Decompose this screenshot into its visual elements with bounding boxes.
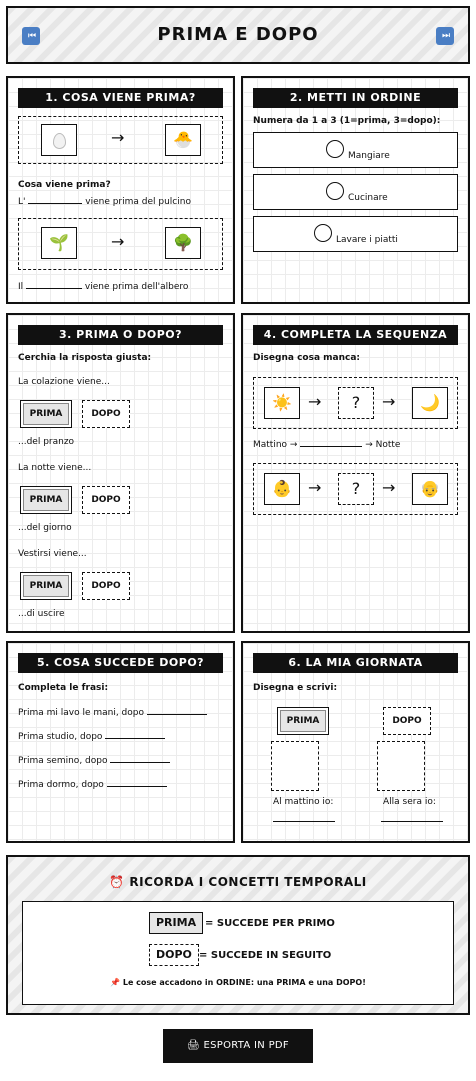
answer-blank[interactable]	[26, 281, 82, 289]
order-label: Cucinare	[348, 193, 388, 203]
instruction-text: Numera da 1 a 3 (1=prima, 3=dopo):	[253, 116, 441, 126]
fill-line-egg	[18, 196, 191, 207]
line-prefix: Il	[18, 282, 24, 292]
note-text: Le cose accadono in ORDINE: una PRIMA e una DOPO!	[122, 978, 366, 987]
dopo-option[interactable]: DOPO	[82, 486, 130, 514]
dopo-description: = SUCCEDE IN SEGUITO	[199, 950, 332, 961]
instruction-text: Disegna e scrivi:	[253, 683, 338, 693]
drawing-area-evening[interactable]	[377, 741, 425, 791]
panel-title: 3. PRIMA O DOPO?	[18, 325, 223, 345]
tree-icon: 🌳	[173, 233, 193, 252]
answer-1: ...del pranzo	[18, 437, 75, 447]
baby-card	[264, 473, 300, 505]
sentence-line	[18, 779, 167, 790]
question-1: La colazione viene...	[18, 377, 110, 387]
number-circle[interactable]	[326, 182, 344, 200]
sequence-box-tree	[18, 218, 223, 270]
prima-option[interactable]: PRIMA	[20, 400, 72, 428]
export-label: ESPORTA IN PDF	[203, 1040, 289, 1051]
panel-title: 2. METTI IN ORDINE	[253, 88, 458, 108]
evening-answer-line[interactable]	[381, 821, 443, 822]
panel-metti-in-ordine	[241, 76, 470, 304]
morning-answer-line[interactable]	[273, 821, 335, 822]
printer-icon: 🖨	[187, 1040, 201, 1051]
remember-section	[6, 855, 470, 1015]
sun-icon: ☀️	[272, 393, 292, 412]
export-pdf-button[interactable]	[163, 1029, 313, 1063]
fill-line-tree	[18, 281, 188, 292]
sprout-card	[41, 227, 77, 259]
order-label: Mangiare	[348, 151, 390, 161]
answer-blank[interactable]	[110, 755, 170, 763]
chick-icon: 🐣	[173, 130, 193, 149]
remember-box	[22, 901, 454, 1005]
sentence-line	[18, 755, 170, 766]
instruction-text: Completa le frasi:	[18, 683, 109, 693]
answer-blank[interactable]	[28, 196, 82, 204]
arrow-icon: →	[308, 478, 322, 497]
arrow-icon: →	[111, 232, 125, 251]
remember-title-text: RICORDA I CONCETTI TEMPORALI	[129, 875, 367, 889]
order-row-lavare	[253, 216, 458, 252]
prima-label: PRIMA	[277, 707, 329, 735]
moon-card	[412, 387, 448, 419]
previous-icon[interactable]: ⏮	[22, 27, 40, 45]
dopo-legend: DOPO	[149, 944, 199, 966]
answer-blank[interactable]	[300, 439, 362, 447]
panel-completa-sequenza	[241, 313, 470, 633]
sentence-text: Prima semino, dopo	[18, 756, 108, 766]
dopo-option[interactable]: DOPO	[82, 572, 130, 600]
line-suffix: viene prima dell'albero	[84, 282, 189, 292]
old-man-icon: 👴	[420, 479, 440, 498]
sentence-line	[18, 707, 207, 718]
answer-blank[interactable]	[105, 731, 165, 739]
sequence-box-egg	[18, 116, 223, 164]
dopo-label: DOPO	[383, 707, 431, 735]
line-suffix: viene prima del pulcino	[85, 197, 191, 207]
line-prefix: L'	[18, 197, 26, 207]
old-man-card	[412, 473, 448, 505]
sprout-icon: 🌱	[49, 233, 69, 252]
line-suffix: → Notte	[365, 440, 401, 450]
panel-title: 4. COMPLETA LA SEQUENZA	[253, 325, 458, 345]
arrow-icon: →	[382, 392, 396, 411]
chick-card	[165, 124, 201, 156]
sequence-day	[253, 377, 458, 429]
next-icon[interactable]: ⏭	[436, 27, 454, 45]
sentence-text: Prima studio, dopo	[18, 732, 103, 742]
sentence-text: Prima mi lavo le mani, dopo	[18, 708, 144, 718]
egg-card	[41, 124, 77, 156]
instruction-text: Cerchia la risposta giusta:	[18, 353, 152, 363]
panel-la-mia-giornata	[241, 641, 470, 843]
answer-2: ...del giorno	[18, 523, 72, 533]
arrow-icon: →	[308, 392, 322, 411]
page-title: PRIMA E DOPO	[157, 24, 319, 45]
question-2: La notte viene...	[18, 463, 92, 473]
sequence-life	[253, 463, 458, 515]
sequence-text	[253, 439, 400, 450]
pin-icon: 📌	[110, 978, 121, 987]
panel-title: 1. COSA VIENE PRIMA?	[18, 88, 223, 108]
drawing-area-morning[interactable]	[271, 741, 319, 791]
number-circle[interactable]	[314, 224, 332, 242]
panel-title: 6. LA MIA GIORNATA	[253, 653, 458, 673]
sun-card	[264, 387, 300, 419]
moon-icon: 🌙	[420, 393, 440, 412]
question-3: Vestirsi viene...	[18, 549, 87, 559]
prima-option[interactable]: PRIMA	[20, 572, 72, 600]
remember-title	[8, 875, 468, 889]
egg-icon	[53, 133, 66, 149]
answer-blank[interactable]	[147, 707, 207, 715]
prima-description: = SUCCEDE PER PRIMO	[205, 918, 335, 929]
panel-cosa-viene-prima	[6, 76, 235, 304]
prima-legend: PRIMA	[149, 912, 203, 934]
morning-label: Al mattino io:	[273, 797, 334, 807]
evening-label: Alla sera io:	[383, 797, 436, 807]
arrow-icon: →	[382, 478, 396, 497]
number-circle[interactable]	[326, 140, 344, 158]
question-text: Cosa viene prima?	[18, 180, 111, 190]
header	[6, 6, 470, 64]
answer-3: ...di uscire	[18, 609, 65, 619]
sentence-text: Prima dormo, dopo	[18, 780, 104, 790]
order-row-mangiare	[253, 132, 458, 168]
tree-card	[165, 227, 201, 259]
panel-prima-o-dopo	[6, 313, 235, 633]
answer-blank[interactable]	[107, 779, 167, 787]
missing-box[interactable]: ?	[338, 473, 374, 505]
baby-icon: 👶	[272, 479, 292, 498]
instruction-text: Disegna cosa manca:	[253, 353, 361, 363]
prima-option[interactable]: PRIMA	[20, 486, 72, 514]
order-label: Lavare i piatti	[336, 235, 398, 245]
missing-box[interactable]: ?	[338, 387, 374, 419]
order-row-cucinare	[253, 174, 458, 210]
panel-title: 5. COSA SUCCEDE DOPO?	[18, 653, 223, 673]
dopo-option[interactable]: DOPO	[82, 400, 130, 428]
line-prefix: Mattino →	[253, 440, 298, 450]
arrow-icon: →	[111, 128, 125, 147]
alarm-clock-icon: ⏰	[109, 875, 125, 889]
remember-note	[23, 978, 453, 987]
panel-cosa-succede-dopo	[6, 641, 235, 843]
sentence-line	[18, 731, 165, 742]
